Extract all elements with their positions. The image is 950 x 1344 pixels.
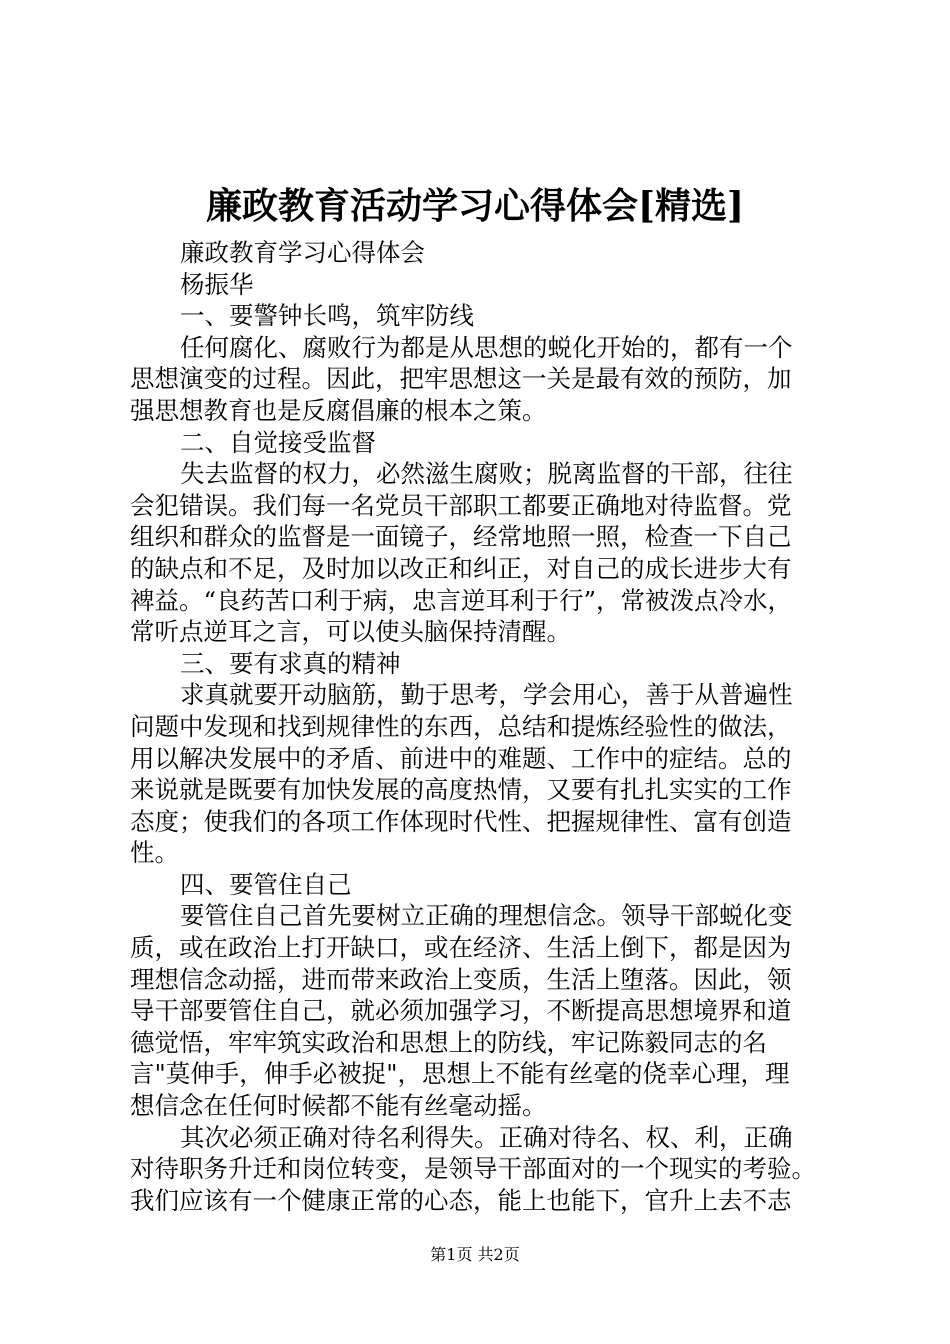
text-line: 组织和群众的监督是一面镜子，经常地照一照，检查一下自己 [130, 522, 792, 552]
text-line: 强思想教育也是反腐倡廉的根本之策。 [130, 395, 547, 425]
text-line: 我们应该有一个健康正常的心态，能上也能下，官升上去不志 [130, 1185, 792, 1215]
text-line: 四、要管住自己 [180, 869, 352, 899]
text-line: 言"莫伸手，伸手必被捉"，思想上不能有丝毫的侥幸心理，理 [130, 1059, 790, 1089]
text-line: 性。 [130, 838, 179, 868]
text-line: 问题中发现和找到规律性的东西，总结和提炼经验性的做法， [130, 711, 792, 741]
text-line: 二、自觉接受监督 [180, 427, 376, 457]
text-line: 的缺点和不足，及时加以改正和纠正，对自己的成长进步大有 [130, 553, 792, 583]
text-line: 导干部要管住自己，就必须加强学习，不断提高思想境界和道 [130, 996, 792, 1026]
text-line: 其次必须正确对待名利得失。正确对待名、权、利，正确 [180, 1122, 793, 1152]
document-body [130, 237, 830, 1216]
text-line: 来说就是既要有加快发展的高度热情，又要有扎扎实实的工作 [130, 775, 792, 805]
text-line: 要管住自己首先要树立正确的理想信念。领导干部蜕化变 [180, 901, 793, 931]
text-line: 用以解决发展中的矛盾、前进中的难题、工作中的症结。总的 [130, 743, 792, 773]
page-footer: 第1页 共2页 [430, 1245, 520, 1264]
text-line: 思想演变的过程。因此，把牢思想这一关是最有效的预防，加 [130, 364, 792, 394]
text-line: 任何腐化、腐败行为都是从思想的蜕化开始的，都有一个 [180, 332, 793, 362]
text-line: 廉政教育学习心得体会 [180, 238, 425, 267]
text-line: 理想信念动摇，进而带来政治上变质，生活上堕落。因此，领 [130, 964, 792, 994]
text-line: 对待职务升迁和岗位转变，是领导干部面对的一个现实的考验。 [130, 1154, 816, 1184]
text-line: 三、要有求真的精神 [180, 648, 401, 678]
text-line: 失去监督的权力，必然滋生腐败；脱离监督的干部，往往 [180, 459, 793, 489]
text-line: 态度；使我们的各项工作体现时代性、把握规律性、富有创造 [130, 806, 792, 836]
text-line: 会犯错误。我们每一名党员干部职工都要正确地对待监督。党 [130, 490, 792, 520]
text-line: 求真就要开动脑筋，勤于思考，学会用心，善于从普遍性 [180, 680, 793, 710]
text-line: 德觉悟，牢牢筑实政治和思想上的防线，牢记陈毅同志的名 [130, 1027, 767, 1057]
text-line: 质，或在政治上打开缺口，或在经济、生活上倒下，都是因为 [130, 933, 792, 963]
text-line: 常听点逆耳之言，可以使头脑保持清醒。 [130, 617, 571, 647]
text-line: 一、要警钟长鸣，筑牢防线 [180, 301, 474, 331]
text-line: 想信念在任何时候都不能有丝毫动摇。 [130, 1091, 547, 1121]
text-line: 裨益。“良药苦口利于病，忠言逆耳利于行”，常被泼点冷水， [130, 585, 793, 615]
document-title: 廉政教育活动学习心得体会[精选] [205, 185, 745, 227]
text-line: 杨振华 [180, 269, 254, 299]
